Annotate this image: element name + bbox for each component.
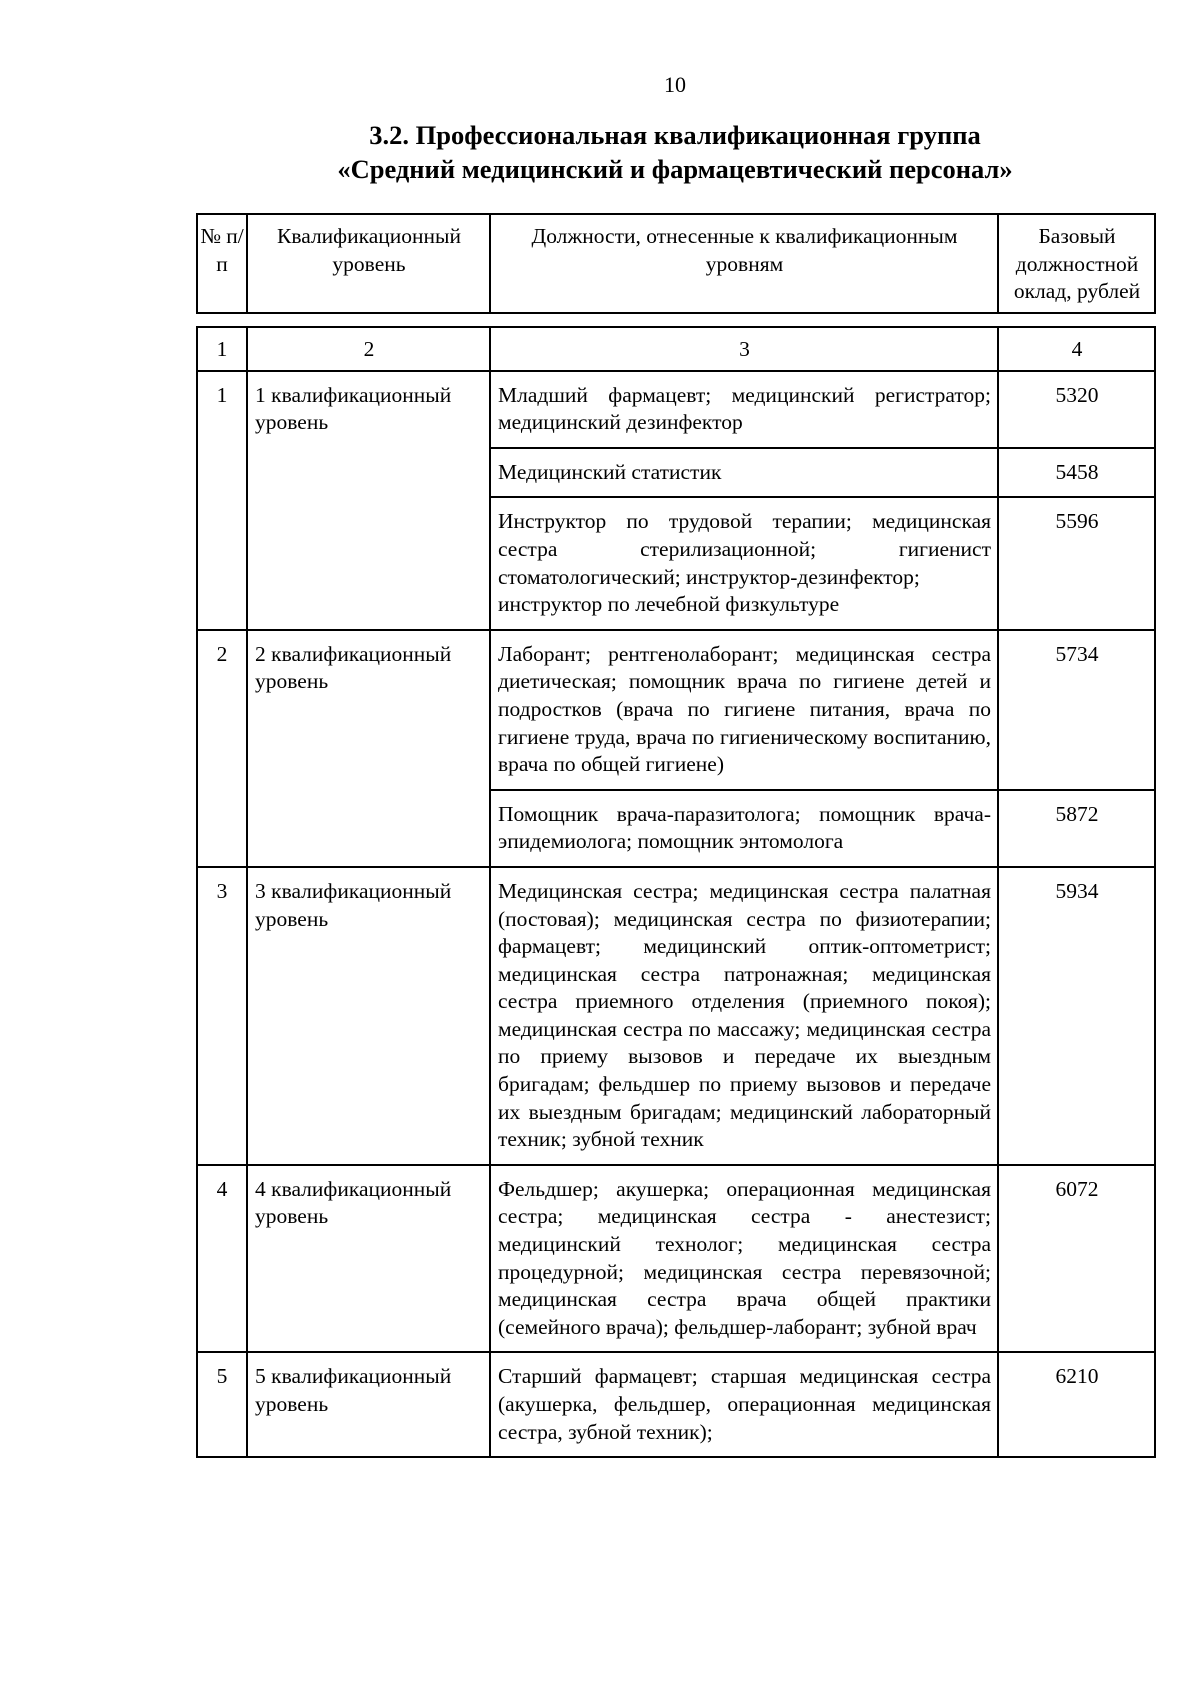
table-row [197,1352,1155,1457]
header-level: Квалификационный уровень [247,214,490,313]
salary-cell: 6072 [998,1165,1155,1353]
qualification-level: 4 квалификационный уровень [247,1165,490,1353]
positions-cell: Медицинская сестра; медицинская сестра палатная (постовая); медицинская сестра по физиотерапии; фармацевт; медицинский оптик-оптометрист; медицинская сестра патронажная; медицинская сестра приемного отделения (приемного покоя); медицинская сестра по массажу; медицинская сестра по приему вызовов и передаче их выездным бригадам; фельдшер по приему вызовов и передаче их выездным бригадам; медицинский лабораторный техник; зубной техник [490,867,998,1165]
salary-cell: 5872 [998,790,1155,867]
qualification-level: 1 квалификационный уровень [247,371,490,630]
qualification-level: 3 квалификационный уровень [247,867,490,1165]
salary-cell: 5734 [998,630,1155,790]
qualification-table [196,326,1156,1458]
row-number: 3 [197,867,247,1165]
positions-cell [490,497,998,629]
page-number: 10 [664,72,686,97]
header-positions: Должности, отнесенные к квалификационным уровням [490,214,998,313]
table-row [197,630,1155,790]
column-number-row [197,327,1155,371]
salary-cell: 5458 [998,448,1155,498]
row-number: 5 [197,1352,247,1457]
positions-text-extra: инструктор по лечебной физкультуре [498,592,840,617]
positions-cell: Помощник врача-паразитолога; помощник врача-эпидемиолога; помощник энтомолога [490,790,998,867]
table-row [197,867,1155,1165]
row-number: 1 [197,371,247,630]
column-number: 3 [490,327,998,371]
positions-cell: Старший фармацевт; старшая медицинская сестра (акушерка, фельдшер, операционная медицинская сестра, зубной техник); [490,1352,998,1457]
column-number: 2 [247,327,490,371]
section-title [0,118,1200,186]
row-number: 4 [197,1165,247,1353]
table-row [197,1165,1155,1353]
title-line-2: «Средний медицинский и фармацевтический персонал» [337,154,1013,184]
header-row [197,214,1155,313]
header-table [196,213,1156,314]
positions-cell: Фельдшер; акушерка; операционная медицинская сестра; медицинская сестра - анестезист; медицинский технолог; медицинская сестра процедурной; медицинская сестра перевязочной; медицинская сестра врача общей практики (семейного врача); фельдшер-лаборант; зубной врач [490,1165,998,1353]
column-number: 1 [197,327,247,371]
positions-text: Инструктор по трудовой терапии; медицинская сестра стерилизационной; гигиенист стоматологический; инструктор-дезинфектор; [498,509,991,589]
title-line-1: 3.2. Профессиональная квалификационная группа [369,120,981,150]
positions-cell: Медицинский статистик [490,448,998,498]
row-number: 2 [197,630,247,867]
table-row [197,371,1155,448]
header-salary: Базовый должностной оклад, рублей [998,214,1155,313]
positions-cell: Лаборант; рентгенолаборант; медицинская сестра диетическая; помощник врача по гигиене детей и подростков (врача по гигиене питания, врача по гигиене труда, врача по гигиеническому воспитанию, врача по общей гигиене) [490,630,998,790]
qualification-level: 2 квалификационный уровень [247,630,490,867]
column-number: 4 [998,327,1155,371]
positions-cell: Младший фармацевт; медицинский регистратор; медицинский дезинфектор [490,371,998,448]
salary-cell: 5596 [998,497,1155,629]
salary-cell: 5934 [998,867,1155,1165]
qualification-level: 5 квалификационный уровень [247,1352,490,1457]
header-number: № п/п [197,214,247,313]
salary-cell: 5320 [998,371,1155,448]
salary-cell: 6210 [998,1352,1155,1457]
